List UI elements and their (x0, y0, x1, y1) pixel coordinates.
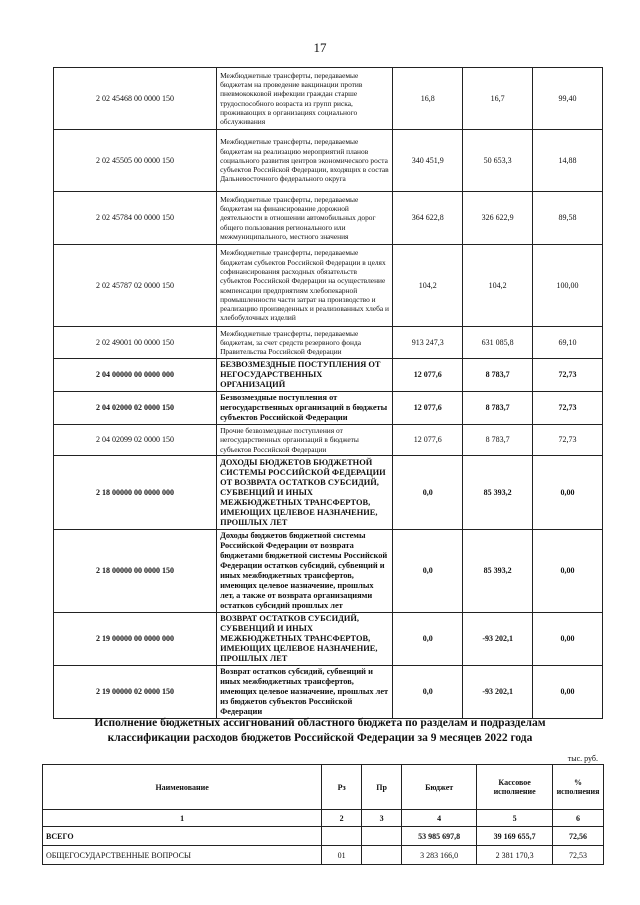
index-budget: 4 (402, 810, 477, 827)
row-executed: 85 393,2 (463, 456, 533, 530)
row-budget: 104,2 (393, 245, 463, 327)
expense-header-row (43, 765, 604, 810)
row-name: Межбюджетные трансферты, передаваемые бюджетам, за счет средств резервного фонда Правительства Российской Федерации (217, 327, 393, 359)
row-name: Возврат остатков субсидий, субвенций и иных межбюджетных трансфертов, имеющих целевое назначение, прошлых лет из бюджетов субъектов Российской Федерации (217, 666, 393, 719)
row-budget: 12 077,6 (393, 359, 463, 392)
row-budget: 12 077,6 (393, 425, 463, 456)
table-row (43, 846, 604, 865)
row-code: 2 04 02099 02 0000 150 (54, 425, 217, 456)
table-row (54, 392, 603, 425)
expense-table (42, 764, 604, 865)
row-name: Межбюджетные трансферты, передаваемые бюджетам на проведение вакцинации против пневмококковой инфекции граждан старше трудоспособного возраста из групп риска, проживающих в организациях социального обслуживания (217, 68, 393, 130)
table-row (43, 827, 604, 846)
row-budget: 913 247,3 (393, 327, 463, 359)
row-name: ВСЕГО (43, 827, 322, 846)
row-budget: 53 985 697,8 (402, 827, 477, 846)
row-name: БЕЗВОЗМЕЗДНЫЕ ПОСТУПЛЕНИЯ ОТ НЕГОСУДАРСТВЕННЫХ ОРГАНИЗАЦИЙ (217, 359, 393, 392)
table-row (54, 456, 603, 530)
header-budget: Бюджет (402, 765, 477, 810)
table-row (54, 613, 603, 666)
row-percent: 0,00 (533, 666, 603, 719)
row-executed: 631 085,8 (463, 327, 533, 359)
row-code: 2 19 00000 02 0000 150 (54, 666, 217, 719)
row-code: 2 02 49001 00 0000 150 (54, 327, 217, 359)
row-pr (362, 846, 402, 865)
table-row (54, 327, 603, 359)
row-percent: 14,88 (533, 130, 603, 192)
table-row (54, 530, 603, 613)
row-budget: 340 451,9 (393, 130, 463, 192)
row-code: 2 02 45468 00 0000 150 (54, 68, 217, 130)
row-code: 2 18 00000 00 0000 150 (54, 530, 217, 613)
row-budget: 16,8 (393, 68, 463, 130)
row-name: ОБЩЕГОСУДАРСТВЕННЫЕ ВОПРОСЫ (43, 846, 322, 865)
row-code: 2 19 00000 00 0000 000 (54, 613, 217, 666)
row-executed: 104,2 (463, 245, 533, 327)
row-executed: -93 202,1 (463, 613, 533, 666)
row-rz: 01 (322, 846, 362, 865)
row-code: 2 02 45784 00 0000 150 (54, 192, 217, 245)
row-executed: 85 393,2 (463, 530, 533, 613)
row-code: 2 02 45505 00 0000 150 (54, 130, 217, 192)
row-percent: 72,53 (553, 846, 604, 865)
row-rz (322, 827, 362, 846)
row-code: 2 02 45787 02 0000 150 (54, 245, 217, 327)
row-percent: 72,73 (533, 425, 603, 456)
row-budget: 364 622,8 (393, 192, 463, 245)
row-name: Межбюджетные трансферты, передаваемые бюджетам на реализацию мероприятий планов социального развития центров экономического роста субъектов Российской Федерации, входящих в состав Дальневосточного федерального округа (217, 130, 393, 192)
row-executed: 39 169 655,7 (477, 827, 553, 846)
row-executed: 8 783,7 (463, 425, 533, 456)
table-row (54, 130, 603, 192)
row-budget: 0,0 (393, 666, 463, 719)
table-row (54, 192, 603, 245)
row-code: 2 04 02000 02 0000 150 (54, 392, 217, 425)
row-budget: 0,0 (393, 456, 463, 530)
row-percent: 99,40 (533, 68, 603, 130)
expense-index-row (43, 810, 604, 827)
page-number: 17 (313, 40, 327, 55)
table-row (54, 68, 603, 130)
row-percent: 72,56 (553, 827, 604, 846)
section-title-line-1: Исполнение бюджетных ассигнований областного бюджета по разделам и подразделам (94, 717, 546, 729)
units-label: тыс. руб. (567, 754, 598, 763)
row-executed: 2 381 170,3 (477, 846, 553, 865)
table-row (54, 359, 603, 392)
row-executed: -93 202,1 (463, 666, 533, 719)
revenue-table (53, 67, 603, 719)
index-name: 1 (43, 810, 322, 827)
section-title-line-2: классификации расходов бюджетов Российской Федерации за 9 месяцев 2022 года (107, 732, 533, 744)
row-percent: 69,10 (533, 327, 603, 359)
row-executed: 16,7 (463, 68, 533, 130)
section-title (0, 716, 640, 746)
row-budget: 0,0 (393, 530, 463, 613)
row-executed: 8 783,7 (463, 392, 533, 425)
row-percent: 72,73 (533, 392, 603, 425)
row-name: Доходы бюджетов бюджетной системы Российской Федерации от возврата бюджетами бюджетной системы Российской Федерации остатков субсидий, субвенций и иных межбюджетных трансфертов, имеющих целевое назначение, прошлых лет, а также от возврата организациями остатков субсидий прошлых лет (217, 530, 393, 613)
index-executed: 5 (477, 810, 553, 827)
row-budget: 3 283 166,0 (402, 846, 477, 865)
header-pr: Пр (362, 765, 402, 810)
row-pr (362, 827, 402, 846)
row-name: Межбюджетные трансферты, передаваемые бюджетам субъектов Российской Федерации в целях софинансирования расходных обязательств субъектов Российской Федерации на осуществление компенсации предприятиям хлебопекарной промышленности части затрат на производство и реализацию произведенных и реализованных хлеба и хлебобулочных изделий (217, 245, 393, 327)
row-percent: 0,00 (533, 530, 603, 613)
row-name: Прочие безвозмездные поступления от негосударственных организаций в бюджеты субъектов Российской Федерации (217, 425, 393, 456)
row-percent: 72,73 (533, 359, 603, 392)
index-percent: 6 (553, 810, 604, 827)
row-name: Межбюджетные трансферты, передаваемые бюджетам на финансирование дорожной деятельности в отношении автомобильных дорог общего пользования регионального или межмуниципального, местного значения (217, 192, 393, 245)
header-executed: Кассовое исполнение (477, 765, 553, 810)
table-row (54, 245, 603, 327)
index-rz: 2 (322, 810, 362, 827)
row-executed: 8 783,7 (463, 359, 533, 392)
row-name: Безвозмездные поступления от негосударственных организаций в бюджеты субъектов Российской Федерации (217, 392, 393, 425)
header-percent: % исполнения (553, 765, 604, 810)
row-percent: 89,58 (533, 192, 603, 245)
row-percent: 0,00 (533, 456, 603, 530)
row-budget: 12 077,6 (393, 392, 463, 425)
row-code: 2 18 00000 00 0000 000 (54, 456, 217, 530)
row-name: ВОЗВРАТ ОСТАТКОВ СУБСИДИЙ, СУБВЕНЦИЙ И ИНЫХ МЕЖБЮДЖЕТНЫХ ТРАНСФЕРТОВ, ИМЕЮЩИХ ЦЕЛЕВОЕ НАЗНАЧЕНИЕ, ПРОШЛЫХ ЛЕТ (217, 613, 393, 666)
header-name: Наименование (43, 765, 322, 810)
row-code: 2 04 00000 00 0000 000 (54, 359, 217, 392)
header-rz: Рз (322, 765, 362, 810)
row-percent: 0,00 (533, 613, 603, 666)
table-row (54, 666, 603, 719)
row-name: ДОХОДЫ БЮДЖЕТОВ БЮДЖЕТНОЙ СИСТЕМЫ РОССИЙСКОЙ ФЕДЕРАЦИИ ОТ ВОЗВРАТА ОСТАТКОВ СУБСИДИЙ, СУБВЕНЦИЙ И ИНЫХ МЕЖБЮДЖЕТНЫХ ТРАНСФЕРТОВ, ИМЕЮЩИХ ЦЕЛЕВОЕ НАЗНАЧЕНИЕ, ПРОШЛЫХ ЛЕТ (217, 456, 393, 530)
table-row (54, 425, 603, 456)
row-budget: 0,0 (393, 613, 463, 666)
index-pr: 3 (362, 810, 402, 827)
row-percent: 100,00 (533, 245, 603, 327)
row-executed: 50 653,3 (463, 130, 533, 192)
row-executed: 326 622,9 (463, 192, 533, 245)
